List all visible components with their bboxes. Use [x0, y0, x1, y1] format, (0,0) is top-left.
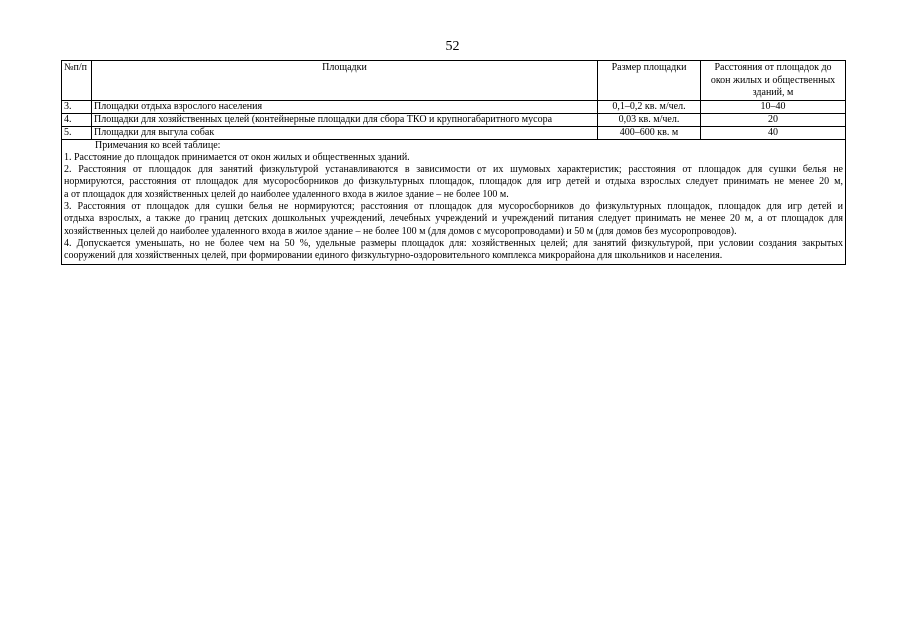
note-line: 2. Расстояния от площадок для занятий физкультурой устанавливаются в зависимости от их шумовых характеристик; расстояния от площадок для сушки белья не: [64, 164, 843, 176]
header-distance-line: зданий, м: [752, 87, 794, 98]
row-number: 3.: [62, 100, 92, 113]
notes-row: [62, 139, 846, 264]
header-number: №п/п: [62, 61, 92, 101]
header-distance-line: окон жилых и общественных: [710, 74, 836, 86]
header-distance-line: Расстояния от площадок до: [714, 62, 832, 73]
row-distance: 10–40: [701, 100, 846, 113]
note-line: хозяйственных целей до наиболее удаленного входа в жилое здание – не более 100 м (для домов с мусоропроводами) и 50 м (для домов без мусоропроводов).: [64, 225, 737, 237]
note-line: отдыха взрослых, а также до границ детских дошкольных учреждений, лечебных учреждений и учреждений питания следует принимать не менее 20 м, а от площадок для: [64, 213, 843, 225]
row-number: 5.: [62, 126, 92, 139]
note-line: 4. Допускается уменьшать, но не более чем на 50 %, удельные размеры площадок для: хозяйственных целей; для занятий физкультурой, при условии создания закрытых: [64, 237, 843, 249]
row-playground-name: Площадки для выгула собак: [92, 126, 598, 139]
row-distance: 40: [701, 126, 846, 139]
note-line: 3. Расстояния от площадок для сушки белья не нормируются; расстояния от площадок для мусоросборников до физкультурных площадок, площадок для игр детей и: [64, 200, 843, 212]
row-playground-name: Площадки отдыха взрослого населения: [92, 100, 598, 113]
playgrounds-table: [61, 60, 846, 265]
table-header-row: [62, 61, 846, 101]
note-line: сооружений для хозяйственных целей, при формировании единого физкультурно-оздоровительного комплекса микрорайона для школьников и населения.: [64, 250, 723, 262]
notes-title: Примечания ко всей таблице:: [95, 139, 221, 151]
table-row: [62, 126, 846, 139]
row-size: 0,03 кв. м/чел.: [598, 113, 701, 126]
table-row: [62, 100, 846, 113]
row-playground-name: Площадки для хозяйственных целей (контейнерные площадки для сбора ТКО и крупногабаритного мусора: [92, 113, 598, 126]
header-distance: [701, 61, 846, 101]
row-size: 0,1–0,2 кв. м/чел.: [598, 100, 701, 113]
note-line: а от площадок для хозяйственных целей до наиболее удаленного входа в жилое здание – не более 100 м.: [64, 188, 509, 200]
note-line: 1. Расстояние до площадок принимается от окон жилых и общественных зданий.: [64, 151, 410, 163]
row-distance: 20: [701, 113, 846, 126]
page-number: 52: [445, 39, 460, 54]
row-number: 4.: [62, 113, 92, 126]
note-line: нормируются, расстояния от площадок для мусоросборников до физкультурных площадок, площадок для игр детей и отдыха взрослых следует принимать не менее 20 м,: [64, 176, 843, 188]
header-playgrounds: Площадки: [92, 61, 598, 101]
row-size: 400–600 кв. м: [598, 126, 701, 139]
table-row: [62, 113, 846, 126]
notes-cell: [62, 139, 846, 264]
header-size: Размер площадки: [598, 61, 701, 101]
